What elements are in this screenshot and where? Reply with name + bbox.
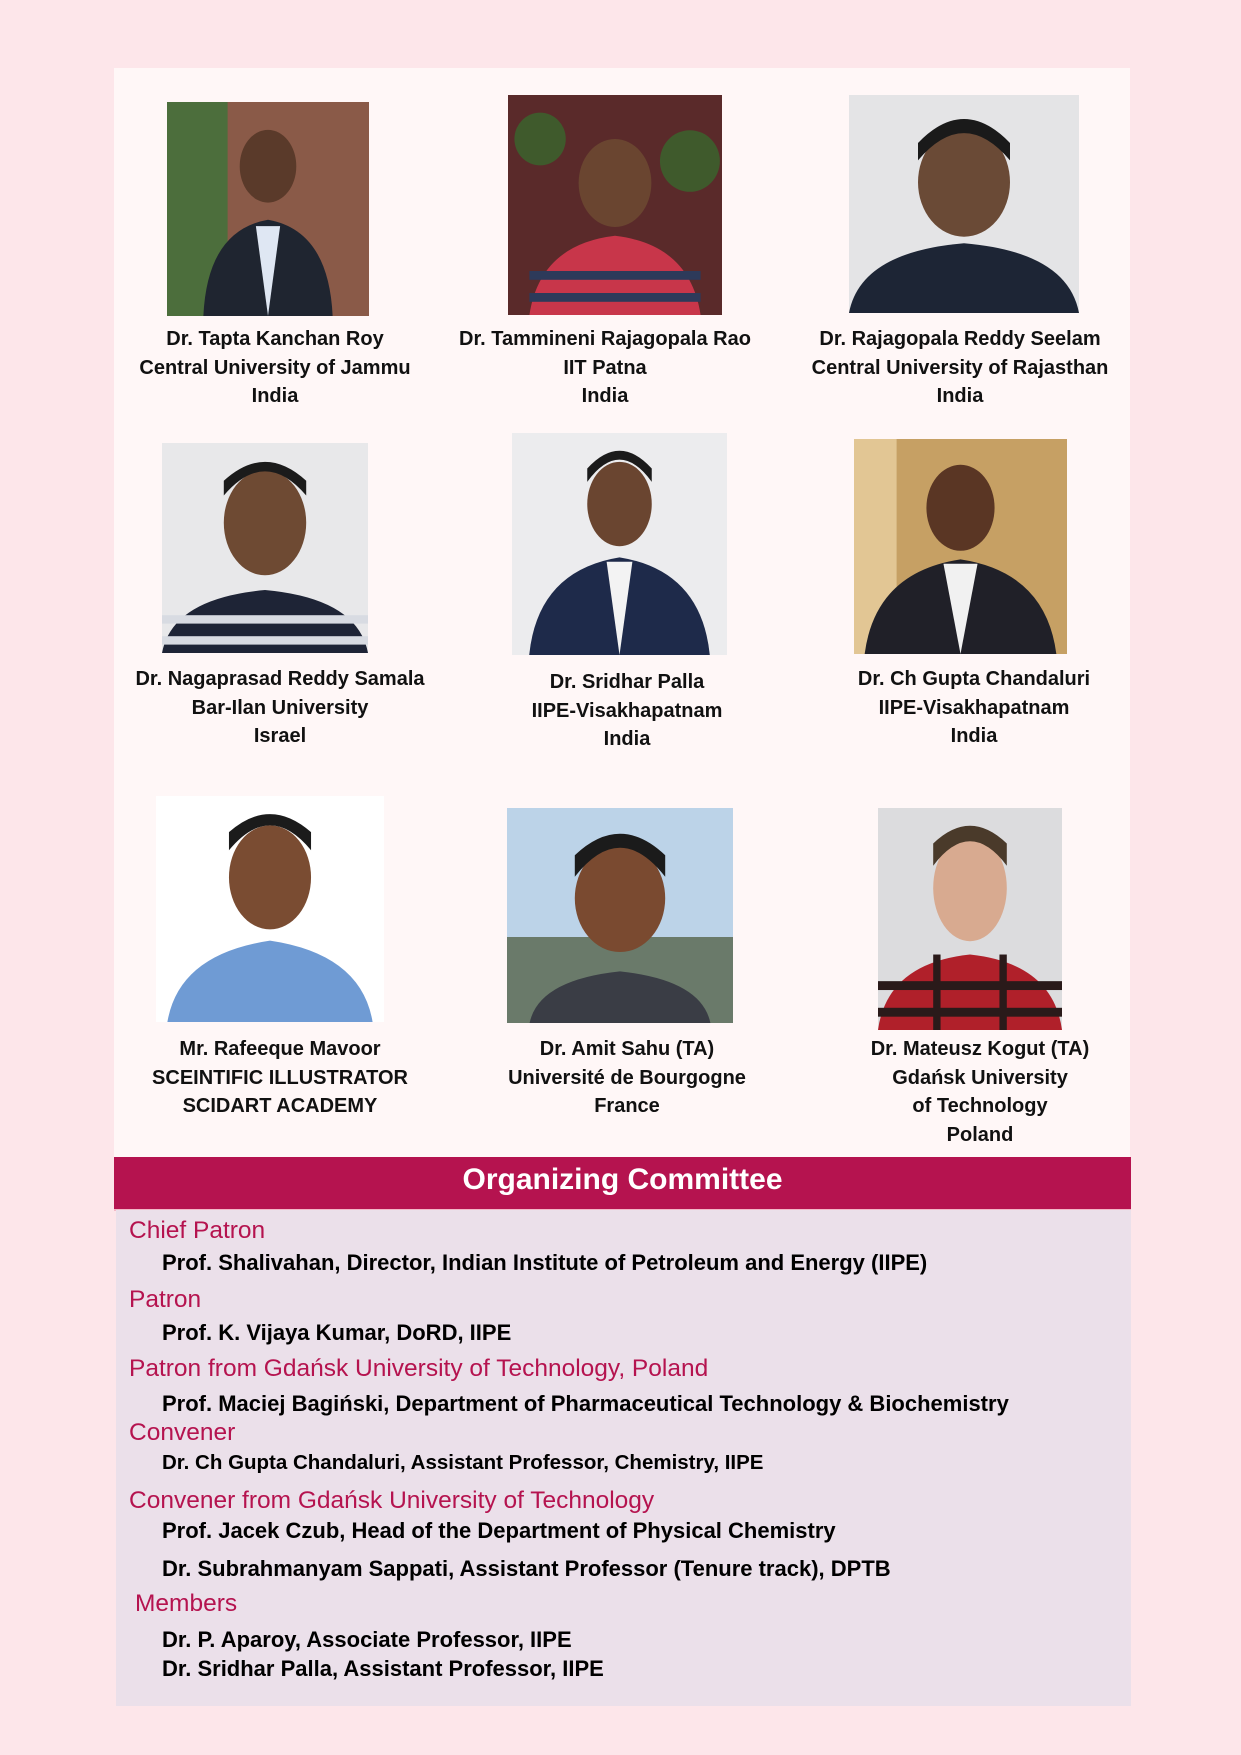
speaker-caption-9 [820, 1035, 1140, 1149]
speaker-country: India [950, 725, 998, 747]
speaker-country: India [251, 385, 299, 407]
speaker-country: India [581, 385, 629, 407]
speaker-affiliation-2: of Technology [912, 1095, 1048, 1117]
member-1: Dr. P. Aparoy, Associate Professor, IIPE [162, 1627, 572, 1652]
speaker-country: France [594, 1095, 660, 1117]
speaker-name: Dr. Mateusz Kogut (TA) [870, 1038, 1090, 1060]
members-label: Members [135, 1590, 238, 1617]
speaker-photo-1 [167, 102, 369, 316]
speaker-country: Israel [253, 725, 307, 747]
speaker-country: India [936, 385, 984, 407]
speaker-photo-3 [849, 95, 1079, 313]
speaker-caption-1 [115, 325, 435, 411]
speaker-name: Dr. Nagaprasad Reddy Samala [135, 668, 425, 690]
speaker-caption-3 [795, 325, 1125, 411]
speaker-photo-8 [507, 808, 733, 1023]
speaker-country: SCIDART ACADEMY [182, 1095, 378, 1117]
speaker-affiliation: Central University of Jammu [139, 356, 411, 379]
convener-gdansk-name-1: Prof. Jacek Czub, Head of the Department of Physical Chemistry [162, 1518, 836, 1543]
speaker-name: Dr. Rajagopala Reddy Seelam [819, 328, 1101, 350]
speaker-name: Dr. Tapta Kanchan Roy [166, 328, 384, 350]
speaker-caption-8 [467, 1035, 787, 1121]
committee-banner [114, 1157, 1131, 1211]
speaker-name: Mr. Rafeeque Mavoor [179, 1038, 381, 1060]
patron-name: Prof. K. Vijaya Kumar, DoRD, IIPE [162, 1320, 512, 1345]
speaker-affiliation: SCEINTIFIC ILLUSTRATOR [152, 1066, 408, 1089]
speaker-caption-6 [814, 665, 1134, 751]
committee-title: Organizing Committee [462, 1163, 783, 1196]
convener-label: Convener [129, 1419, 236, 1446]
patron-gdansk-name: Prof. Maciej Bagiński, Department of Pharmaceutical Technology & Biochemistry [162, 1391, 1009, 1416]
chief-patron-label: Chief Patron [129, 1217, 266, 1244]
convener-name: Dr. Ch Gupta Chandaluri, Assistant Professor, Chemistry, IIPE [162, 1451, 764, 1474]
speaker-photo-5 [512, 433, 727, 655]
speaker-caption-5 [467, 668, 787, 754]
speaker-affiliation: IIT Patna [563, 356, 647, 379]
speaker-caption-4 [110, 665, 450, 751]
speaker-country: Poland [946, 1123, 1014, 1146]
speaker-affiliation: Bar-Ilan University [191, 696, 369, 719]
speaker-photo-4 [162, 443, 368, 653]
speaker-name: Dr. Amit Sahu (TA) [539, 1038, 715, 1060]
speaker-affiliation: Université de Bourgogne [508, 1066, 746, 1089]
chief-patron-name: Prof. Shalivahan, Director, Indian Institute of Petroleum and Energy (IIPE) [162, 1250, 928, 1275]
speaker-photo-6 [854, 439, 1067, 654]
speaker-affiliation: Gdańsk University [892, 1066, 1068, 1089]
speaker-name: Dr. Tammineni Rajagopala Rao [459, 328, 751, 350]
speaker-name: Dr. Sridhar Palla [549, 671, 705, 693]
convener-gdansk-name-2: Dr. Subrahmanyam Sappati, Assistant Professor (Tenure track), DPTB [162, 1556, 891, 1581]
convener-gdansk-label: Convener from Gdańsk University of Technology [129, 1487, 655, 1514]
speaker-caption-7 [120, 1035, 440, 1121]
speaker-country: India [603, 728, 651, 750]
speaker-name: Dr. Ch Gupta Chandaluri [857, 668, 1091, 690]
patron-gdansk-label: Patron from Gdańsk University of Technology, Poland [129, 1355, 709, 1382]
speaker-affiliation: Central University of Rajasthan [811, 356, 1109, 379]
speaker-photo-7 [156, 796, 384, 1022]
speaker-photo-2 [508, 95, 722, 315]
speaker-photo-9 [878, 808, 1062, 1030]
member-2: Dr. Sridhar Palla, Assistant Professor, IIPE [162, 1656, 604, 1681]
speaker-affiliation: IIPE-Visakhapatnam [878, 696, 1070, 719]
speaker-caption-2 [440, 325, 770, 411]
patron-label: Patron [129, 1286, 202, 1313]
speaker-affiliation: IIPE-Visakhapatnam [531, 699, 723, 722]
